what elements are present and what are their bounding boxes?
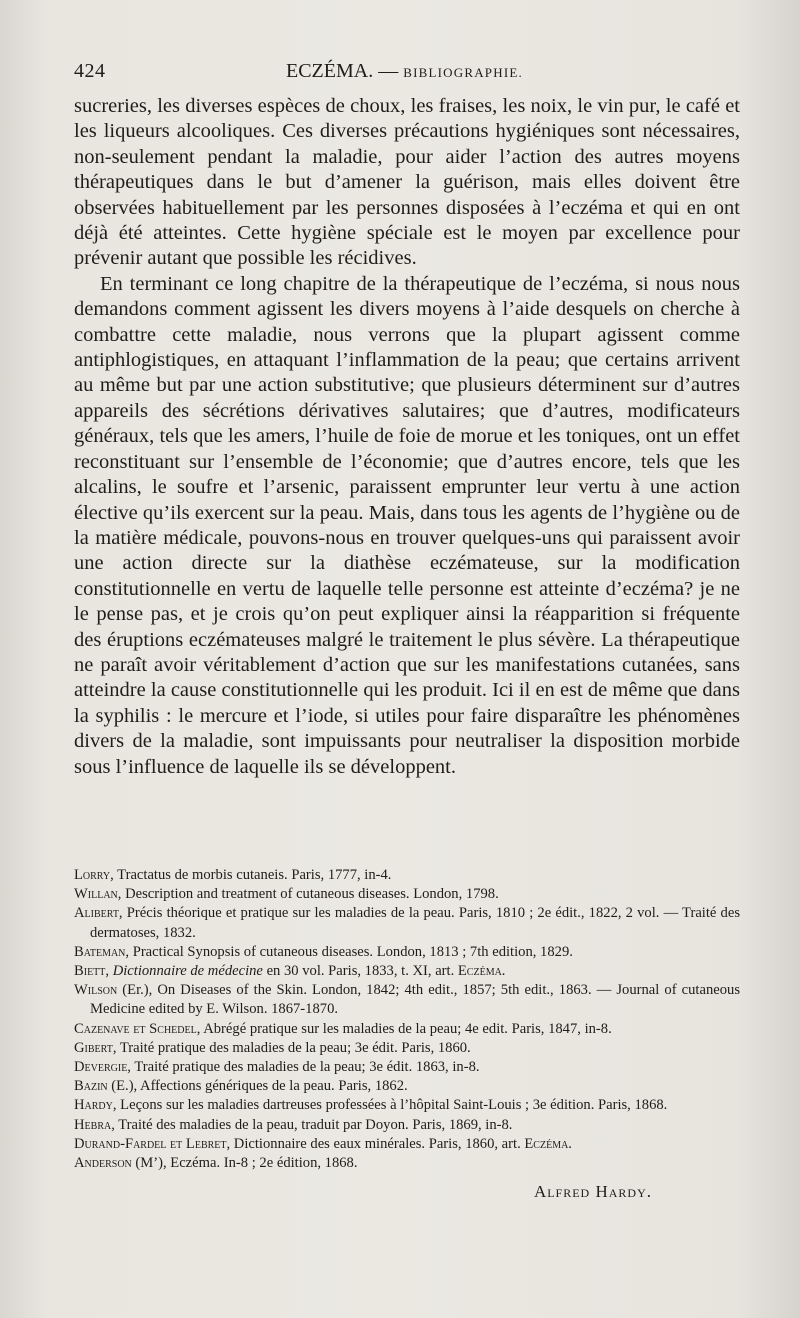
entry-text: Leçons sur les maladies dartreuses professées à l’hôpital Saint-Louis ; 3e édition. Paris, 1868. [116,1097,668,1114]
entry-author: Alibert, [74,905,123,922]
entry-author: Biett, [74,963,110,980]
bibliography-entry [74,904,740,942]
running-head-dash: — [378,60,399,82]
bibliography-entry [74,1116,740,1135]
entry-author: Cazenave et Schedel, [74,1020,201,1037]
entry-text: Abrégé pratique sur les maladies de la peau; 4e edit. Paris, 1847, in-8. [200,1020,612,1037]
page-number: 424 [74,60,106,82]
entry-text: Dictionnaire des eaux minérales. Paris, 1860, art. [230,1135,525,1152]
entry-author: Willan, [74,886,122,903]
page-header [74,60,740,90]
entry-italic-title: Dictionnaire de médecine [112,963,263,980]
body-text [74,94,740,780]
entry-author: Gibert, [74,1039,117,1056]
running-head [286,60,523,83]
bibliography-entry [74,1077,740,1096]
entry-text: (E.), Affections génériques de la peau. Paris, 1862. [107,1078,408,1095]
bibliography-entry [74,1058,740,1077]
entry-text: Traité des maladies de la peau, traduit par Doyon. Paris, 1869, in-8. [114,1116,513,1133]
entry-author: Durand-Fardel et Lebret, [74,1135,231,1152]
running-head-title: ECZÉMA. [286,60,374,82]
entry-author: Lorry, [74,867,114,883]
entry-article: Eczéma. [524,1135,572,1152]
paragraph-continuation: sucreries, les diverses espèces de choux, les fraises, les noix, le vin pur, le café et les liqueurs alcooliques. Ces diverses précautions hygiéniques sont nécessaires, non-seulement pendant la maladie, pour aider l’action des autres moyens thérapeutiques dans le but d’amener la guérison, mais elles doivent être observées habituellement par les personnes disposées à l’eczéma et qui en ont déjà été atteintes. Cette hygiène spéciale est le moyen par excellence pour prévenir autant que possible les récidives. [74,95,740,270]
entry-text: en 30 vol. Paris, 1833, t. XI, art. [262,963,458,980]
bibliography-entry [74,1135,740,1154]
entry-author: Wilson [74,982,118,999]
paragraph-conclusion: En terminant ce long chapitre de la thérapeutique de l’eczéma, si nous nous demandons comment agissent les divers moyens à l’aide desquels on cherche à combattre cette maladie, nous verrons que la plupart agissent comme antiphlogistiques, en attaquant l’inflammation de la peau; que certains arrivent au même but par une action substitutive; que plusieurs déterminent sur d’autres appareils des sécrétions dérivatives salutaires; que d’autres, modificateurs généraux, tels que les amers, l’huile de foie de morue et les toniques, ont un effet reconstituant sur l’ensemble de l’économie; que d’autres encore, tels que les alcalins, le soufre et l’arsenic, paraissent emprunter leur vertu à une action élective qu’ils exercent sur la peau. Mais, dans tous les agents de l’hygiène ou de la matière médicale, pouvons-nous en trouver quelques-uns qui paraissent avoir une action directe sur la diathèse eczémateuse, sur la modification constitutionnelle en vertu de laquelle telle personne est atteinte d’eczéma? je ne le pense pas, et je crois qu’on peut expliquer ainsi la réapparition si fréquente des éruptions eczémateuses malgré le traitement le plus sévère. La thérapeutique ne paraît avoir véritablement d’action que sur les manifestations cutanées, sans atteindre la cause constitutionnelle qui les produit. Ici il en est de même que dans la syphilis : le mercure et l’iode, si utiles pour faire disparaître les phénomènes divers de la maladie, sont impuissants pour neutraliser la disposition morbide sous l’influence de laquelle ils se développent. [74,272,740,778]
bibliography-entry [74,885,740,904]
bibliography-entry [74,943,740,962]
bibliography [74,866,740,1173]
bibliography-entry [74,1020,740,1039]
bibliography-entry [74,962,740,981]
entry-author: Devergie, [74,1059,131,1076]
entry-text: (M’), Eczéma. In-8 ; 2e édition, 1868. [131,1155,358,1172]
entry-text: (Er.), On Diseases of the Skin. London, 1842; 4th edit., 1857; 5th edit., 1863. — Journal of cutaneous Medicine edited by E. Wilson. 1867-1870. [90,982,740,1018]
entry-text: Traité pratique des maladies de la peau; 3e édit. Paris, 1860. [116,1039,471,1056]
entry-text: Précis théorique et pratique sur les maladies de la peau. Paris, 1810 ; 2e édit., 1822, 2 vol. — Traité des dermatoses, 1832. [90,905,740,941]
bibliography-entry [74,1154,740,1173]
entry-author: Anderson [74,1155,132,1172]
author-signature: Alfred Hardy. [533,1182,652,1201]
running-head-subtitle: BIBLIOGRAPHIE. [403,65,523,80]
entry-text: Traité pratique des maladies de la peau; 3e édit. 1863, in-8. [130,1059,480,1076]
bibliography-entry [74,1039,740,1058]
bibliography-entry [74,981,740,1019]
entry-text: Practical Synopsis of cutaneous diseases. London, 1813 ; 7th edition, 1829. [129,943,573,960]
entry-text: Tractatus de morbis cutaneis. Paris, 1777, in-4. [113,867,392,883]
bibliography-entry [74,866,740,885]
bibliography-entry [74,1096,740,1115]
entry-author: Hardy, [74,1097,117,1114]
entry-author: Hebra, [74,1116,115,1133]
entry-author: Bazin [74,1078,108,1095]
entry-text: Description and treatment of cutaneous diseases. London, 1798. [121,886,499,903]
entry-article: Eczéma. [457,963,506,980]
entry-author: Bateman, [74,943,130,960]
